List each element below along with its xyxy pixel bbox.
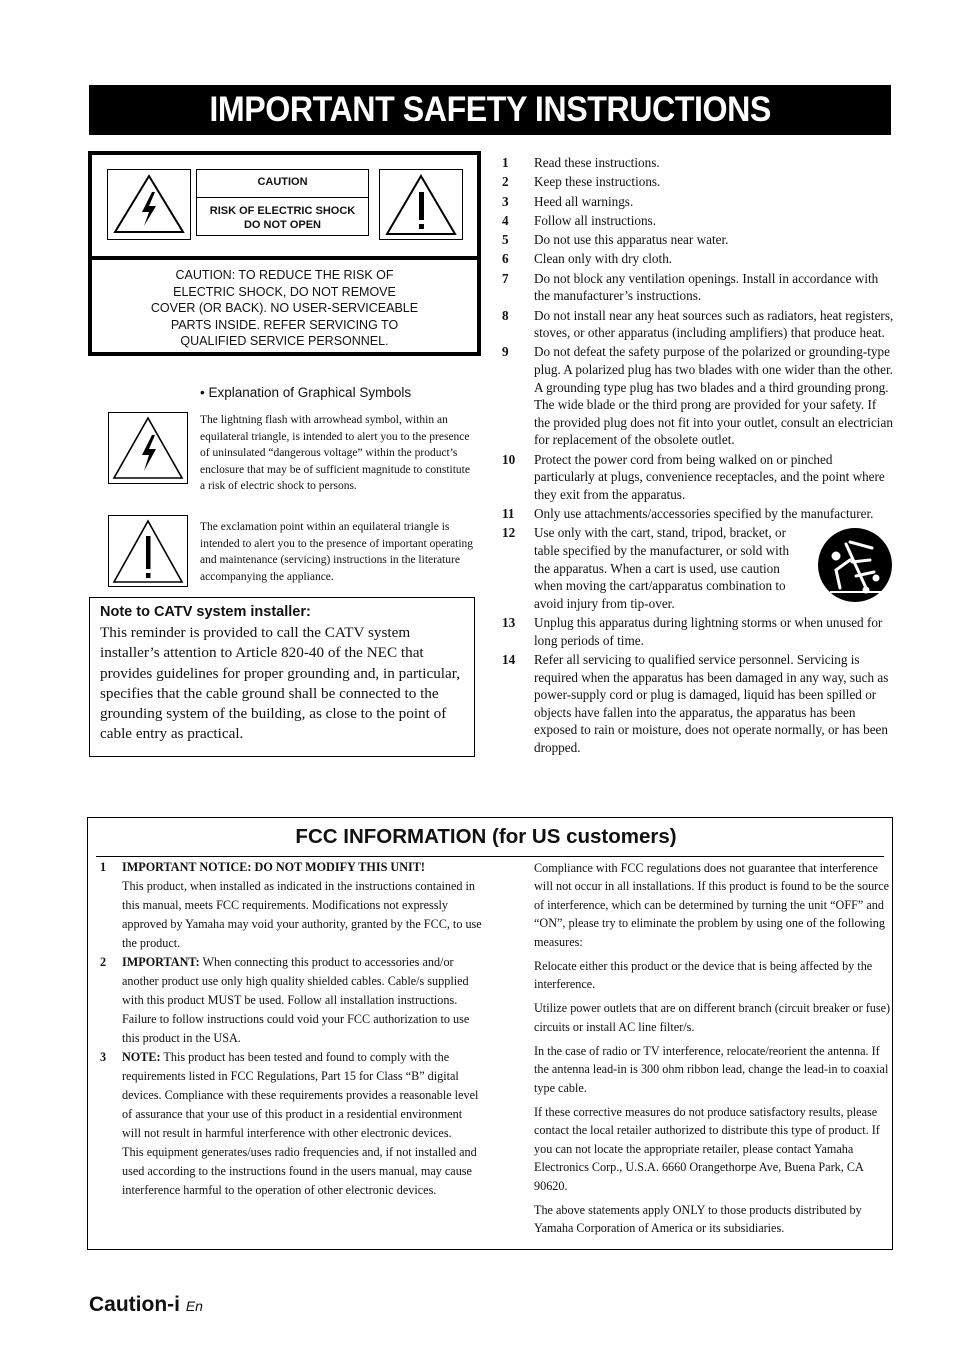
caution-sub-label [197, 198, 368, 232]
safety-instructions-list [502, 154, 894, 758]
fcc-title: FCC INFORMATION (for US customers) [295, 825, 677, 848]
list-item-number: 6 [502, 251, 509, 267]
list-item-number: 13 [502, 615, 516, 631]
fcc-item-number: 3 [100, 1050, 107, 1064]
page-title: IMPORTANT SAFETY INSTRUCTIONS [209, 90, 771, 129]
list-item-text: Unplug this apparatus during lightning storms or when unused for long periods of time. [534, 615, 883, 648]
caution-warning-line: COVER (OR BACK). NO USER-SERVICEABLE [150, 301, 419, 316]
cart-icon-wrap [806, 524, 894, 612]
fcc-item-text [122, 953, 482, 1048]
page-title-bar [89, 85, 891, 135]
fcc-item-body: This product, when installed as indicated in the instructions contained in this manual, meets FCC requirements. Modifications not expressly approved by Yamaha may void your authority, granted by the FCC, to use the product. [122, 879, 482, 950]
caution-warning-text [92, 260, 477, 352]
list-item [502, 451, 894, 504]
list-item [502, 250, 894, 268]
fcc-paragraph: The above statements apply ONLY to those products distributed by Yamaha Corporation of America or its subsidiaries. [534, 1202, 862, 1236]
list-item-number: 8 [502, 307, 509, 323]
page-footer [89, 1293, 203, 1317]
lightning-symbol-frame [108, 412, 188, 484]
fcc-item-body: This product has been tested and found to comply with the requirements listed in FCC Regulations, Part 15 for Class “B” digital devices. Compliance with these requirements provides a reasonable level of assurance that your use of this product in a residential environment will not result in harmful interference with other electronic devices. [122, 1050, 479, 1140]
caution-sub-label-line1: RISK OF ELECTRIC SHOCK [209, 205, 356, 217]
list-item [502, 193, 894, 211]
list-item-text: Refer all servicing to qualified service personnel. Servicing is required when the apparatus has been damaged in any way, such as power-supply cord or plug is damaged, liquid has been spilled or objects have fallen into the apparatus, the apparatus has been exposed to rain or moisture, does not operate normally, or has been dropped. [534, 651, 889, 755]
list-item-number: 4 [502, 212, 509, 228]
fcc-paragraph: Utilize power outlets that are on different branch (circuit breaker or fuse) circuits or install AC line filter/s. [534, 1001, 891, 1034]
list-item-number: 7 [502, 270, 509, 286]
list-item [502, 505, 894, 523]
fcc-paragraph: Compliance with FCC regulations does not guarantee that interference will not occur in all installations. If this product is found to be the source of interference, which can be determined by turning the unit “OFF” and “ON”, please try to eliminate the problem by using one of the following measures: [534, 861, 890, 949]
list-item-number: 9 [502, 344, 509, 360]
fcc-item-3 [100, 1048, 482, 1200]
lightning-triangle-icon [109, 413, 187, 483]
list-item-number: 12 [502, 525, 516, 541]
caution-top-panel [92, 155, 477, 260]
caution-warning-line: QUALIFIED SERVICE PERSONNEL. [180, 334, 389, 349]
fcc-item-number: 2 [100, 955, 107, 969]
exclamation-symbol-description: The exclamation point within an equilateral triangle is intended to alert you to the presence of important operating and maintenance (servicing) instructions in the literature accompanying the appliance. [200, 521, 474, 583]
caution-sub-label-line2: DO NOT OPEN [243, 219, 321, 231]
list-item [502, 651, 894, 757]
lightning-triangle-icon [108, 170, 190, 239]
fcc-paragraph: Relocate either this product or the device that is being affected by the interference. [534, 958, 873, 992]
fcc-item-text [122, 1048, 482, 1200]
list-item-number: 2 [502, 174, 509, 190]
exclamation-symbol-frame [108, 515, 188, 587]
fcc-item-heading: NOTE: [122, 1050, 161, 1064]
list-item-text: Heed all warnings. [534, 193, 634, 209]
fcc-item-heading: IMPORTANT NOTICE: DO NOT MODIFY THIS UNIT! [122, 860, 425, 874]
list-item-text: Read these instructions. [534, 155, 660, 170]
list-item-text: Do not defeat the safety purpose of the polarized or grounding-type plug. A polarized plug has two blades with one wider than the other. A grounding type plug has two blades and a third grounding prong. The wide blade or the third prong are provided for your safety. If the provided plug does not fit into your outlet, consult an electrician for replacement of the obsolete outlet. [534, 344, 893, 448]
list-item-number: 10 [502, 451, 516, 467]
fcc-item-body-continued: This equipment generates/uses radio frequencies and, if not installed and used according to the instructions found in the users manual, may cause interference harmful to the operation of other electronic devices. [122, 1145, 477, 1197]
fcc-item-text [122, 858, 482, 953]
fcc-item-number: 1 [100, 860, 107, 874]
list-item-text: Do not use this apparatus near water. [534, 232, 729, 248]
cart-tip-over-icon [816, 526, 894, 604]
fcc-right-column [534, 859, 894, 1244]
exclamation-triangle-frame [379, 169, 463, 240]
fcc-paragraph: In the case of radio or TV interference, relocate/reorient the antenna. If the antenna lead-in is 300 ohm ribbon lead, change the lead-in to coaxial type cable. [534, 1044, 889, 1095]
caution-warning-line: CAUTION: TO REDUCE THE RISK OF [175, 268, 394, 282]
list-item-number: 5 [502, 232, 509, 248]
list-item [502, 212, 894, 230]
exclamation-triangle-icon [109, 516, 187, 586]
list-item-text: Use only with the cart, stand, tripod, bracket, or table specified by the manufacturer, or sold with the apparatus. When a cart is used, use caution when moving the cart/apparatus combination to avoid injury from tip-over. [534, 525, 790, 611]
list-item-text: Do not block any ventilation openings. Install in accordance with the manufacturer’s instructions. [534, 270, 879, 304]
language-code: En [185, 1298, 203, 1314]
list-item [502, 270, 894, 305]
list-item [502, 614, 894, 649]
list-item-text: Protect the power cord from being walked on or pinched particularly at plugs, convenience receptacles, and the point where they exit from the apparatus. [534, 451, 885, 502]
list-item [502, 231, 894, 249]
list-item [502, 343, 894, 449]
catv-note-title: Note to CATV system installer: [100, 604, 311, 620]
caution-label: CAUTION [197, 170, 368, 198]
list-item-number: 1 [502, 155, 509, 170]
catv-note-box [89, 597, 475, 757]
list-item [502, 173, 894, 191]
lightning-triangle-frame [107, 169, 191, 240]
catv-note-body: This reminder is provided to call the CATV system installer’s attention to Article 820-40 of the NEC that provides guidelines for proper grounding and, in particular, specifies that the cable ground shall be connected to the grounding system of the building, as close to the point of cable entry as practical. [100, 624, 460, 743]
list-item-number: 14 [502, 651, 516, 667]
fcc-left-column [100, 858, 482, 1200]
fcc-paragraph: If these corrective measures do not produce satisfactory results, please contact the local retailer authorized to distribute this type of product. If you can not locate the appropriate retailer, please contact Yamaha Electronics Corp., U.S.A. 6660 Orangethorpe Ave, Buena Park, CA 90620. [534, 1105, 880, 1193]
list-item [502, 307, 894, 342]
lightning-symbol-description: The lightning flash with arrowhead symbol, within an equilateral triangle, is intended to alert you to the presence of uninsulated “dangerous voltage” within the product’s enclosure that may be of sufficient magnitude to constitute a risk of electric shock to persons. [200, 414, 470, 493]
fcc-item-heading: IMPORTANT: [122, 955, 200, 969]
list-item [502, 154, 894, 172]
list-item-text: Clean only with dry cloth. [534, 251, 673, 267]
list-item-text: Keep these instructions. [534, 174, 661, 190]
list-item-number: 11 [502, 506, 515, 522]
caution-warning-line: PARTS INSIDE. REFER SERVICING TO [170, 317, 399, 332]
list-item-text: Do not install near any heat sources such as radiators, heat registers, stoves, or other apparatus (including amplifiers) that produce heat. [534, 307, 894, 341]
explanation-heading: • Explanation of Graphical Symbols [200, 385, 412, 400]
fcc-information-box [87, 817, 893, 1250]
list-item-body [534, 524, 894, 612]
fcc-item-body: When connecting this product to accessories and/or another product use only high quality shielded cables. Cable/s supplied with this product MUST be used. Follow all installation instructions. Failure to follow instructions could void your FCC authorization to use this product in the USA. [122, 955, 470, 1045]
fcc-item-2 [100, 953, 482, 1048]
list-item-text: Only use attachments/accessories specified by the manufacturer. [534, 506, 874, 522]
list-item [502, 524, 894, 612]
caution-warning-line: ELECTRIC SHOCK, DO NOT REMOVE [173, 284, 396, 299]
list-item-number: 3 [502, 193, 509, 209]
fcc-title-divider [96, 856, 884, 857]
list-item-text: Follow all instructions. [534, 212, 656, 228]
caution-box [88, 151, 481, 356]
exclamation-triangle-icon [380, 170, 462, 239]
fcc-item-1 [100, 858, 482, 953]
caution-label-box [196, 169, 369, 236]
page-number: Caution-i [89, 1293, 180, 1316]
